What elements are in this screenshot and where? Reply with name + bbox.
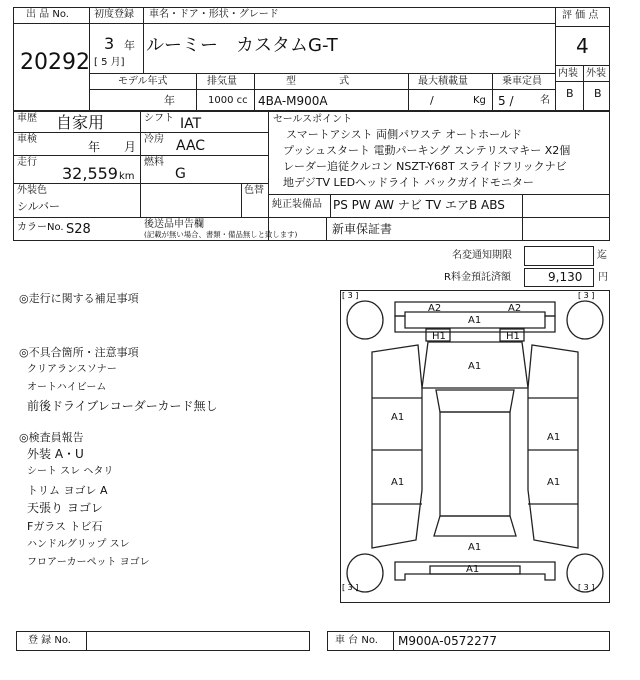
divider <box>555 65 610 66</box>
inspector-item: シート スレ ヘタリ <box>27 466 114 477</box>
lot-label: 出 品 No. <box>26 9 69 20</box>
exterior-label: 外装 <box>586 68 606 79</box>
sales-point-line: レーダー追従クルコン NSZT-Y68T スライドフリックナビ <box>283 160 567 173</box>
divider <box>555 26 610 27</box>
lot-number: 20292 <box>20 50 90 75</box>
damage-mark: A1 <box>547 477 561 488</box>
ac-label: 冷房 <box>144 134 164 145</box>
driving-notes-title: ◎走行に関する補足事項 <box>19 292 139 305</box>
divider <box>13 217 610 218</box>
type-value: 4BA-M900A <box>258 94 328 108</box>
year-unit: 年 <box>124 39 135 52</box>
divider <box>241 183 242 217</box>
divider <box>492 73 493 111</box>
divider <box>13 132 268 133</box>
name-change-label: 名変通知期限 <box>452 250 512 261</box>
fuel-value: G <box>175 166 186 182</box>
recycle-unit: 円 <box>598 272 608 283</box>
displacement-value: 1000 cc <box>208 95 248 106</box>
capacity-value: 5 / <box>498 94 514 108</box>
corner-count-front-right: [ 3 ] <box>578 291 595 300</box>
divider <box>522 217 523 241</box>
damage-mark: A2 <box>428 303 442 314</box>
score-value: 4 <box>576 34 589 58</box>
divider <box>326 217 327 241</box>
divider <box>583 65 584 111</box>
inspector-title: ◎検査員報告 <box>19 431 84 444</box>
chassis-value: M900A-0572277 <box>398 634 497 648</box>
model-year-label: モデル年式 <box>118 76 168 87</box>
name-change-box <box>524 246 594 266</box>
color-no-label: カラーNo. <box>17 222 64 233</box>
history-label: 車歴 <box>17 113 37 124</box>
divider <box>408 73 409 111</box>
damage-mark: A1 <box>466 564 480 575</box>
warranty-value: 新車保証書 <box>332 222 393 236</box>
max-load-unit: Kg <box>473 95 486 106</box>
interior-label: 内装 <box>558 68 578 79</box>
color-code-label: 色替 <box>244 185 264 196</box>
equipment-label: 純正装備品 <box>272 199 322 210</box>
name-change-unit: 迄 <box>597 250 607 261</box>
score-label: 評 価 点 <box>562 10 599 21</box>
divider <box>13 183 268 184</box>
defect-item: 前後ドライブレコーダーカード無し <box>27 399 218 413</box>
sales-point-line: プッシュスタート 電動パーキング スンテリスマキー X2個 <box>283 144 571 157</box>
divider <box>13 155 268 156</box>
inspector-item: 天張り ヨゴレ <box>27 501 103 515</box>
divider <box>330 194 331 217</box>
capacity-unit: 名 <box>540 95 550 106</box>
grade: カスタムG-T <box>236 35 338 56</box>
reg-no-label: 登 録 No. <box>28 635 71 646</box>
damage-mark: A1 <box>391 477 405 488</box>
corner-count-rear-right: [ 3 ] <box>578 583 595 592</box>
defects-title: ◎不具合箇所・注意事項 <box>19 346 139 359</box>
color-value: シルバー <box>17 200 60 213</box>
damage-mark: H1 <box>432 331 446 342</box>
mileage-value: 32,559 <box>62 164 118 183</box>
defect-item: クリアランスソナー <box>27 364 117 375</box>
type-label: 型 式 <box>286 76 350 87</box>
divider <box>86 631 87 651</box>
mileage-unit: km <box>119 171 135 182</box>
car-diagram <box>340 290 610 603</box>
corner-count-rear-left: [ 3 ] <box>342 583 359 592</box>
max-load-sep: / <box>430 94 434 107</box>
damage-mark: H1 <box>506 331 520 342</box>
inspector-item: フロアーカーペット ヨゴレ <box>27 557 150 568</box>
inspector-item: 外装 A・U <box>27 447 84 461</box>
car-name: ルーミー <box>146 35 218 56</box>
recycle-label: R料金預託済額 <box>444 272 511 283</box>
inspection-label: 車検 <box>17 134 37 145</box>
capacity-label: 乗車定員 <box>502 76 542 87</box>
damage-mark: A1 <box>391 412 405 423</box>
exterior-grade: B <box>594 87 602 100</box>
first-reg-label: 初度登録 <box>94 9 134 20</box>
divider <box>89 73 555 74</box>
divider <box>393 631 394 651</box>
interior-grade: B <box>566 87 574 100</box>
mileage-label: 走行 <box>17 157 37 168</box>
divider <box>254 73 255 111</box>
damage-mark: A1 <box>547 432 561 443</box>
sales-point-line: 地デジTV LEDヘッドライト バックガイドモニター <box>283 176 534 189</box>
history-value: 自家用 <box>56 113 105 132</box>
corner-count-front-left: [ 3 ] <box>342 291 359 300</box>
fuel-label: 燃料 <box>144 157 164 168</box>
damage-mark: A2 <box>508 303 522 314</box>
first-reg-year: 3 <box>104 34 115 53</box>
color-no-value: S28 <box>66 222 91 237</box>
divider <box>89 89 555 90</box>
inspection-month: 月 <box>124 140 137 154</box>
equipment-value: PS PW AW ナビ TV エアB ABS <box>333 198 505 212</box>
divider <box>268 111 269 241</box>
max-load-label: 最大積載量 <box>418 76 468 87</box>
recycle-value: 9,130 <box>548 270 583 284</box>
divider <box>13 23 555 24</box>
divider <box>268 194 610 195</box>
inspection-year: 年 <box>88 140 101 154</box>
sales-point-line: スマートアシスト 両側パワステ オートホールド <box>286 128 522 141</box>
first-reg-month: [ 5 月] <box>94 57 125 68</box>
divider <box>140 111 141 217</box>
model-year-unit: 年 <box>164 94 175 107</box>
inspector-item: トリム ヨゴレ A <box>27 484 108 497</box>
shift-label: シフト <box>144 113 174 124</box>
aftermarket-note: (記載が無い場合、書類・備品無しと致します) <box>144 231 298 240</box>
color-label: 外装色 <box>17 185 47 196</box>
inspector-item: ハンドルグリップ スレ <box>27 539 130 550</box>
displacement-label: 排気量 <box>207 76 237 87</box>
defect-item: オートハイビーム <box>27 382 107 393</box>
damage-mark: A1 <box>468 361 482 372</box>
name-label: 車名・ドア・形状・グレード <box>149 9 279 20</box>
divider <box>196 73 197 111</box>
inspector-item: Fガラス トビ石 <box>27 520 103 533</box>
divider <box>143 7 144 73</box>
divider <box>522 194 523 217</box>
aftermarket-label: 後送品申告欄 <box>144 219 204 230</box>
divider <box>555 81 610 82</box>
damage-mark: A1 <box>468 542 482 553</box>
shift-value: IAT <box>180 116 202 132</box>
ac-value: AAC <box>176 138 206 154</box>
chassis-label: 車 台 No. <box>335 635 378 646</box>
sales-points-label: セールスポイント <box>273 114 353 125</box>
divider <box>555 7 556 111</box>
damage-mark: A1 <box>468 315 482 326</box>
